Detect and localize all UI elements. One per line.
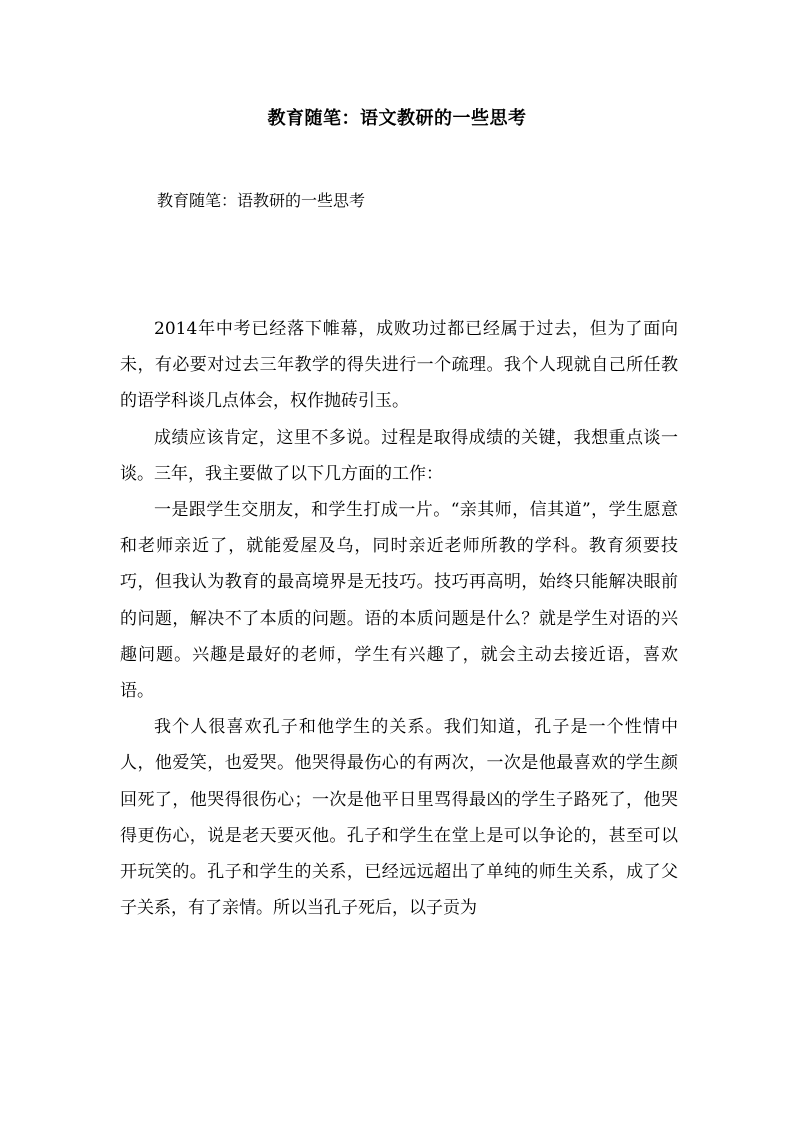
paragraph: 成绩应该肯定，这里不多说。过程是取得成绩的关键，我想重点谈一谈。三年，我主要做了以下几方面的工作： [120, 427, 678, 484]
paragraph: 我个人很喜欢孔子和他学生的关系。我们知道，孔子是一个性情中人，他爱笑，也爱哭。他哭得最伤心的有两次，一次是他最喜欢的学生颜回死了，他哭得很伤心；一次是他平日里骂得最凶的学生子路死了，他哭得更伤心，说是老天要灭他。孔子和学生在堂上是可以争论的，甚至可以开玩笑的。孔子和学生的关系，已经远远超出了单纯的师生关系，成了父子关系，有了亲情。所以当孔子死后，以子贡为 [120, 717, 678, 919]
document-body [120, 311, 678, 926]
paragraph: 一是跟学生交朋友，和学生打成一片。“亲其师，信其道”，学生愿意和老师亲近了，就能爱屋及乌，同时亲近老师所教的学科。教育须要技巧，但我认为教育的最高境界是无技巧。技巧再高明，始终只能解决眼前的问题，解决不了本质的问题。语的本质问题是什么？就是学生对语的兴趣问题。兴趣是最好的老师，学生有兴趣了，就会主动去接近语，喜欢语。 [120, 500, 678, 702]
document-title: 教育随笔：语文教研的一些思考 [267, 108, 527, 129]
document-subtitle: 教育随笔：语教研的一些思考 [157, 191, 366, 210]
paragraph: 2014年中考已经落下帷幕，成败功过都已经属于过去，但为了面向未，有必要对过去三年教学的得失进行一个疏理。我个人现就自己所任教的语学科谈几点体会，权作抛砖引玉。 [120, 319, 678, 412]
